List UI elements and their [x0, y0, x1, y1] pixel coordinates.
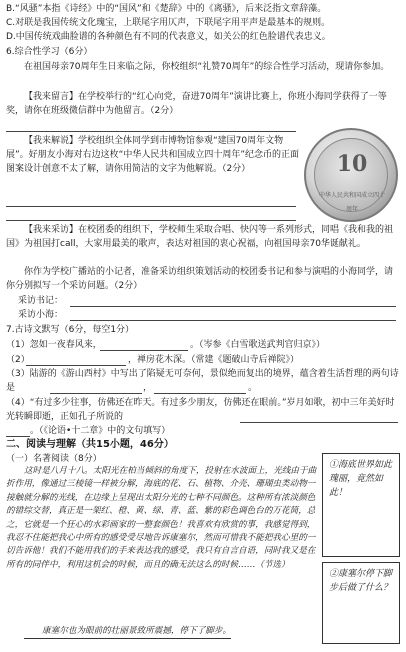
blank-poem-3a[interactable] — [50, 393, 142, 394]
passage-last-line — [6, 624, 318, 639]
poem-4: （4）“有过多少往事，仿佛还在昨天。有过多少朋友，仿佛还在眼前。”岁月如歌，初中三年美好时光转瞬即逝，正如孔子所说的 — [6, 398, 395, 422]
question-7-heading: 7.古诗文默写（6分，每空1分） — [6, 325, 135, 335]
option-b: B.“风骚”本指《诗经》中的“国风”和《楚辞》中的《离骚》，后来泛指文章辞藻。 — [6, 4, 327, 14]
blank-poem-1[interactable] — [100, 350, 188, 351]
poem-3-comma: ， — [143, 383, 153, 393]
answer-line-message — [6, 131, 296, 132]
question-6-intro: 在祖国母亲70周年生日来临之际，你校组织“礼赞70周年”的综合性学习活动，现请你参加。 — [24, 62, 390, 72]
ask-xiaohai-label: 采访小海： — [18, 310, 64, 320]
note-2-text: ②康塞尔停下脚步后做了什么？ — [329, 569, 393, 593]
explain-task: 【我来解说】学校组织全体同学到市博物馆参观“建国70周年文物展”。好朋友小海对右边这枚“中华人民共和国成立四十周年”纪念币的正面图案设计创意不太了解，请你用简洁的文字为他解说。（2分） — [6, 136, 299, 174]
section-2-heading: 二、阅读与理解（共15小题，46分） — [6, 439, 174, 450]
answer-line-explain-2 — [6, 220, 296, 221]
option-d: D.中国传统戏曲脸谱的各种颜色有不同的代表意义，如关公的红色脸谱代表忠义。 — [6, 32, 331, 42]
poem-1-right: 。（岑参《白雪歌送武判官归京》） — [190, 340, 326, 350]
ask-secretary-label: 采访书记： — [18, 296, 64, 306]
blank-poem-2[interactable] — [26, 365, 126, 366]
coin-face — [314, 138, 388, 212]
answer-line-explain-1 — [6, 206, 296, 207]
poem-3-end: 。 — [248, 383, 258, 393]
blank-poem-4b[interactable] — [6, 436, 30, 437]
poem-4-source: 。（《论语•十二章》中的文句填写） — [30, 426, 171, 436]
answer-line-xiaohai[interactable] — [70, 320, 396, 321]
commemorative-coin-image — [304, 128, 398, 222]
interview-task-2: 你作为学校广播站的小记者，准备采访组织策划活动的校团委书记和参与演唱的小海同学，请你分别拟写一个采访问题。（2分） — [6, 267, 394, 291]
note-box-2 — [322, 562, 400, 644]
note-box-1 — [322, 453, 400, 557]
option-c: C.对联是我国传统文化瑰宝，上联尾字用仄声，下联尾字用平声是最基本的规则。 — [6, 18, 331, 28]
blank-poem-4a[interactable] — [240, 422, 398, 423]
poem-2-right: ，禅房花木深。（常建《题破山寺后禅院》） — [128, 355, 300, 365]
answer-line-secretary[interactable] — [70, 306, 396, 307]
poem-3: （3）陆游的《游山西村》中写出了陷疑无可奈何，景似绝而复出的境界，蕴含着生活哲理的两句诗是 — [6, 369, 399, 393]
blank-poem-3b[interactable] — [154, 393, 246, 394]
coin-caption: 中华人民共和国成立四十周年 — [319, 192, 386, 213]
underlined-sentence: 康塞尔也为眼前的壮丽景致所震撼，停下了脚步。 — [24, 624, 231, 639]
poem-2-number: （2） — [6, 355, 30, 365]
note-1-text: ①海底世界如此瑰丽，竟然如此！ — [329, 460, 393, 498]
question-6-heading: 6.综合性学习（6分） — [6, 47, 93, 57]
classic-passage: 这时是八月十八。太阳光在柏当倾斜的角度下，投射在水波面上，光线由于曲折作用，像通过三棱镜一样被分解，海底的花、石、植物、介壳、珊瑚虫类动物一接触就分解的光线，在边缘上呈现出太阳分光的七种不同颜色。这种所有浓淡颜色的错综交替，真正是一架红、橙、黄、绿、青、蓝、紫的彩色调色台的万花筒，总之，它就是一个狂心的水彩画家的一整套颜色！我喜欢有欣赏的事，我感觉得到，我忍不住能把我心中所有的感受受尽地告诉康塞尔，然而可惜我不能把我心里的一切告诉他！我们不能用我们的手来表达我的感受，我只有自言自语，同时我又是在所有的同伴中，利用这机会的时候，而且的确无法这么的时候……（节选） — [6, 466, 317, 570]
leave-message-task: 【我来留言】在学校举行的“红心向党，奋进70周年”演讲比赛上，你班小海同学获得了一等奖，请你在班级微信群中为他留言。（2分） — [6, 92, 387, 116]
interview-task: 【我来采访】在校团委的组织下，学校师生采取合唱、快闪等一系列形式，同唱《我和我的祖国》为祖国打call，大家用最美的歌声，表达对祖国的衷心祝福，向祖国母亲70华诞献礼。 — [6, 225, 394, 249]
subsection-classics: （一）名著阅读（8分） — [6, 454, 102, 464]
coin-value: 10 — [336, 151, 368, 177]
poem-1-left: （1）忽如一夜春风来， — [6, 340, 102, 350]
